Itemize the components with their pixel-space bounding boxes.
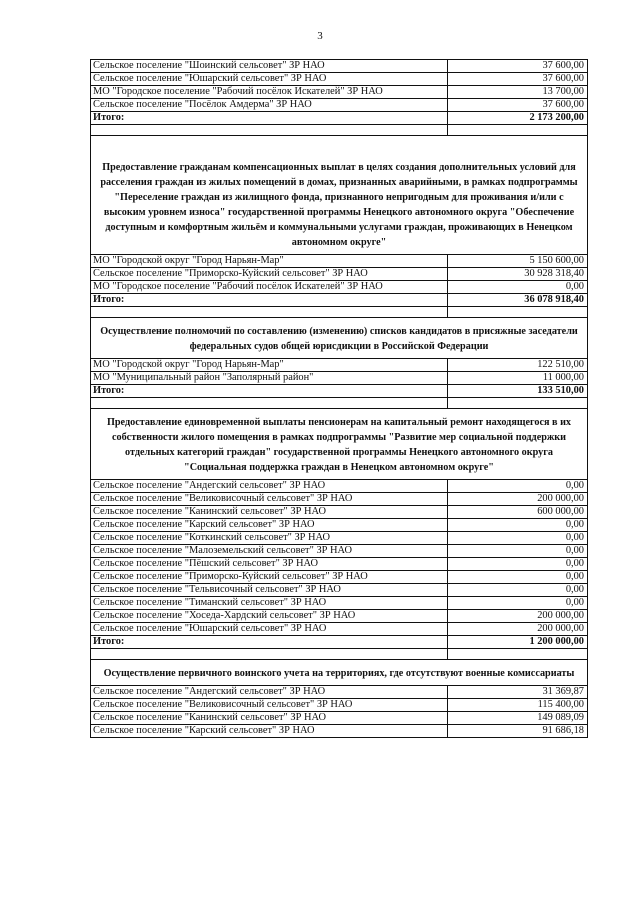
amount-value: 0,00 bbox=[565, 584, 584, 595]
table-row bbox=[91, 267, 587, 280]
total-label: Итого: bbox=[91, 294, 448, 306]
municipality-name: МО "Городское поселение "Рабочий посёлок Искателей" ЗР НАО bbox=[91, 86, 448, 98]
municipality-name: МО "Городской округ "Город Нарьян-Мар" bbox=[91, 359, 448, 371]
municipality-name: МО "Городское поселение "Рабочий посёлок Искателей" ЗР НАО bbox=[91, 281, 448, 293]
total-label: Итого: bbox=[91, 385, 448, 397]
section bbox=[91, 135, 587, 317]
amount-value: 13 700,00 bbox=[542, 86, 584, 97]
page-number: 3 bbox=[317, 30, 323, 42]
municipality-name: Сельское поселение "Великовисочный сельсовет" ЗР НАО bbox=[91, 493, 448, 505]
amount-value: 0,00 bbox=[565, 597, 584, 608]
section bbox=[91, 408, 587, 659]
table-row bbox=[91, 492, 587, 505]
amount-value: 11 000,00 bbox=[542, 372, 584, 383]
amount-value: 0,00 bbox=[565, 532, 584, 543]
spacer-cell bbox=[91, 307, 448, 317]
municipality-name: Сельское поселение "Великовисочный сельсовет" ЗР НАО bbox=[91, 699, 448, 711]
table-row bbox=[91, 280, 587, 293]
amount-value: 600 000,00 bbox=[537, 506, 584, 517]
amount-value: 0,00 bbox=[565, 571, 584, 582]
municipality-name: Сельское поселение "Шоинский сельсовет" ЗР НАО bbox=[91, 60, 448, 72]
municipality-name: Сельское поселение "Коткинский сельсовет" ЗР НАО bbox=[91, 532, 448, 544]
amount-value: 31 369,87 bbox=[542, 686, 584, 697]
spacer-cell bbox=[91, 398, 448, 408]
total-value: 36 078 918,40 bbox=[524, 294, 584, 305]
section-heading: Предоставление единовременной выплаты пенсионерам на капитальный ремонт находящегося в их собственности жилого помещения в рамках подпрограммы "Развитие мер социальной поддержки отдельных категорий граждан" государственной программы Ненецкого автономного округа "Социальная поддержка граждан в Ненецком автономном округе" bbox=[91, 408, 587, 479]
amount-value: 200 000,00 bbox=[537, 610, 584, 621]
table-row bbox=[91, 98, 587, 111]
amount-value: 30 928 318,40 bbox=[524, 268, 584, 279]
municipality-name: Сельское поселение "Канинский сельсовет" ЗР НАО bbox=[91, 506, 448, 518]
municipality-name: Сельское поселение "Тиманский сельсовет" ЗР НАО bbox=[91, 597, 448, 609]
table-row bbox=[91, 72, 587, 85]
section bbox=[91, 59, 587, 135]
amount-value: 37 600,00 bbox=[542, 73, 584, 84]
table-row bbox=[91, 570, 587, 583]
municipality-name: Сельское поселение "Юшарский сельсовет" ЗР НАО bbox=[91, 73, 448, 85]
spacer-row bbox=[91, 397, 587, 408]
amount-value: 200 000,00 bbox=[537, 493, 584, 504]
spacer-cell bbox=[448, 649, 587, 659]
total-value: 2 173 200,00 bbox=[529, 112, 584, 123]
table-row bbox=[91, 685, 587, 698]
municipality-name: Сельское поселение "Карский сельсовет" ЗР НАО bbox=[91, 519, 448, 531]
amount-value: 149 089,09 bbox=[537, 712, 584, 723]
section bbox=[91, 659, 587, 737]
total-row bbox=[91, 111, 587, 124]
municipality-name: Сельское поселение "Карский сельсовет" ЗР НАО bbox=[91, 725, 448, 737]
table-row bbox=[91, 518, 587, 531]
table-row bbox=[91, 358, 587, 371]
amount-value: 37 600,00 bbox=[542, 99, 584, 110]
amount-value: 0,00 bbox=[565, 519, 584, 530]
spacer-row bbox=[91, 648, 587, 659]
amount-value: 91 686,18 bbox=[542, 725, 584, 736]
table-row bbox=[91, 583, 587, 596]
amount-value: 200 000,00 bbox=[537, 623, 584, 634]
allocation-table bbox=[90, 59, 588, 738]
amount-value: 5 150 600,00 bbox=[529, 255, 584, 266]
table-row bbox=[91, 254, 587, 267]
spacer-cell bbox=[91, 125, 448, 135]
table-row bbox=[91, 544, 587, 557]
table-row bbox=[91, 698, 587, 711]
amount-value: 37 600,00 bbox=[542, 60, 584, 71]
total-row bbox=[91, 635, 587, 648]
spacer-cell bbox=[448, 307, 587, 317]
section-heading: Осуществление первичного воинского учета на территориях, где отсутствуют военные комиссариаты bbox=[91, 659, 587, 685]
total-value: 133 510,00 bbox=[537, 385, 584, 396]
amount-value: 122 510,00 bbox=[537, 359, 584, 370]
total-value: 1 200 000,00 bbox=[529, 636, 584, 647]
table-row bbox=[91, 609, 587, 622]
amount-value: 0,00 bbox=[565, 480, 584, 491]
total-row bbox=[91, 384, 587, 397]
municipality-name: МО "Городской округ "Город Нарьян-Мар" bbox=[91, 255, 448, 267]
municipality-name: Сельское поселение "Юшарский сельсовет" ЗР НАО bbox=[91, 623, 448, 635]
table-row bbox=[91, 724, 587, 737]
municipality-name: Сельское поселение "Пёшский сельсовет" ЗР НАО bbox=[91, 558, 448, 570]
table-row bbox=[91, 505, 587, 518]
municipality-name: Сельское поселение "Канинский сельсовет" ЗР НАО bbox=[91, 712, 448, 724]
table-row bbox=[91, 531, 587, 544]
municipality-name: Сельское поселение "Малоземельский сельсовет" ЗР НАО bbox=[91, 545, 448, 557]
table-row bbox=[91, 479, 587, 492]
amount-value: 0,00 bbox=[565, 558, 584, 569]
spacer-cell bbox=[91, 649, 448, 659]
spacer-cell bbox=[448, 125, 587, 135]
municipality-name: Сельское поселение "Посёлок Амдерма" ЗР НАО bbox=[91, 99, 448, 111]
municipality-name: Сельское поселение "Приморско-Куйский сельсовет" ЗР НАО bbox=[91, 268, 448, 280]
municipality-name: МО "Муниципальный район "Заполярный район" bbox=[91, 372, 448, 384]
table-row bbox=[91, 371, 587, 384]
municipality-name: Сельское поселение "Тельвисочный сельсовет" ЗР НАО bbox=[91, 584, 448, 596]
amount-value: 0,00 bbox=[565, 281, 584, 292]
municipality-name: Сельское поселение "Андегский сельсовет" ЗР НАО bbox=[91, 686, 448, 698]
spacer-row bbox=[91, 124, 587, 135]
table-row bbox=[91, 85, 587, 98]
total-row bbox=[91, 293, 587, 306]
municipality-name: Сельское поселение "Хоседа-Хардский сельсовет" ЗР НАО bbox=[91, 610, 448, 622]
total-label: Итого: bbox=[91, 112, 448, 124]
municipality-name: Сельское поселение "Приморско-Куйский сельсовет" ЗР НАО bbox=[91, 571, 448, 583]
amount-value: 115 400,00 bbox=[537, 699, 584, 710]
section bbox=[91, 317, 587, 408]
spacer-cell bbox=[448, 398, 587, 408]
total-label: Итого: bbox=[91, 636, 448, 648]
table-row bbox=[91, 711, 587, 724]
table-row bbox=[91, 557, 587, 570]
table-row bbox=[91, 596, 587, 609]
spacer-row bbox=[91, 306, 587, 317]
amount-value: 0,00 bbox=[565, 545, 584, 556]
section-heading: Осуществление полномочий по составлению (изменению) списков кандидатов в присяжные заседатели федеральных судов общей юрисдикции в Российской Федерации bbox=[91, 317, 587, 358]
municipality-name: Сельское поселение "Андегский сельсовет" ЗР НАО bbox=[91, 480, 448, 492]
table-row bbox=[91, 59, 587, 72]
section-heading: Предоставление гражданам компенсационных выплат в целях создания дополнительных условий для расселения граждан из жилых помещений в домах, признанных аварийными, в рамках подпрограммы "Переселение граждан из жилищного фонда, признанного непригодным для проживания и/или с высоким уровнем износа" государственной программы Ненецкого автономного округа "Обеспечение доступным и комфортным жильём и коммунальными услугами граждан, проживающих в Ненецком автономном округе" bbox=[91, 135, 587, 254]
table-row bbox=[91, 622, 587, 635]
